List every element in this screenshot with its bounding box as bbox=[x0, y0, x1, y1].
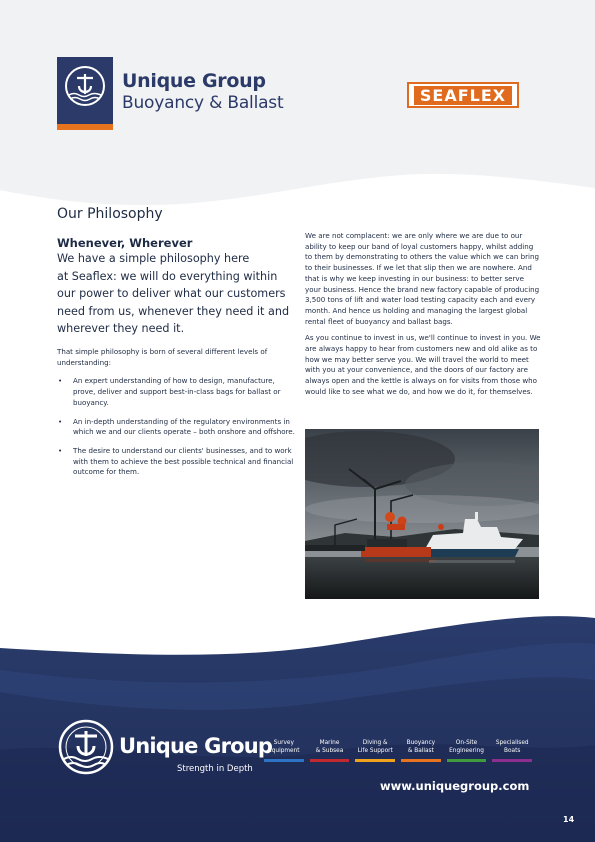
division-label: & Subsea bbox=[315, 747, 344, 754]
understanding-list bbox=[57, 376, 297, 478]
intro-line: We have a simple philosophy here bbox=[57, 252, 250, 265]
division-color-bar bbox=[264, 759, 304, 762]
division-on-site-engineering bbox=[447, 740, 487, 762]
division-legend bbox=[264, 740, 532, 762]
section-title: Our Philosophy bbox=[57, 206, 163, 222]
left-body-text bbox=[57, 347, 297, 486]
division-color-bar bbox=[447, 759, 487, 762]
division-label: Marine bbox=[319, 740, 340, 746]
subheading: Whenever, Wherever bbox=[57, 236, 193, 250]
intro-line: need from us, whenever they need it and bbox=[57, 304, 290, 318]
division-buoyancy-ballast bbox=[401, 740, 441, 762]
logo-accent-bar bbox=[57, 124, 113, 130]
right-body-text bbox=[305, 231, 541, 404]
division-diving-life-support bbox=[355, 740, 395, 762]
page-number: 14 bbox=[563, 815, 575, 824]
brand-subtitle: Buoyancy & Ballast bbox=[122, 93, 284, 113]
paragraph: We are not complacent: we are only where we are due to our ability to keep our band of loyal customers happy, whilst adding to them by demonstrating to others the value which we can bring to their businesses. If we let that slip then we are nowhere. And that is why we keep investing in our business: to better serve your business. Hence the brand new factory capable of producing 3,500 tons of lift and water load testing capacity each and every month. And hence us holding and managing the largest global rental fleet of buoyancy and ballast bags. bbox=[305, 231, 540, 326]
brand-title: Unique Group bbox=[122, 70, 266, 92]
division-label: Boats bbox=[504, 747, 521, 754]
list-item: • An expert understanding of how to design, manufacture, prove, deliver and support best-in-class bags for ballast or buoyancy. bbox=[57, 376, 297, 408]
division-survey-equipment bbox=[264, 740, 304, 762]
division-label: Survey bbox=[273, 740, 294, 746]
intro-line: our power to deliver what our customers bbox=[57, 287, 286, 300]
vessel-photo bbox=[305, 429, 539, 599]
division-label: Engineering bbox=[449, 747, 484, 754]
division-label: Equipment bbox=[268, 747, 300, 754]
division-label: Diving & bbox=[362, 740, 388, 746]
seaflex-logo-text: SEAFLEX bbox=[414, 86, 512, 105]
division-color-bar bbox=[355, 759, 395, 762]
division-label: Life Support bbox=[357, 747, 393, 754]
list-item: • The desire to understand our clients' businesses, and to work with them to achieve the best possible technical and financial outcome for them. bbox=[57, 446, 297, 478]
division-color-bar bbox=[401, 759, 441, 762]
website-link[interactable]: www.uniquegroup.com bbox=[380, 779, 530, 793]
intro-line: at Seaflex: we will do everything within bbox=[57, 269, 278, 283]
division-label: On-Site bbox=[455, 740, 478, 746]
division-marine-subsea bbox=[310, 740, 350, 762]
division-label: Specialised bbox=[495, 740, 529, 746]
division-color-bar bbox=[310, 759, 350, 762]
division-color-bar bbox=[492, 759, 532, 762]
seaflex-logo bbox=[407, 82, 519, 108]
footer-brand: Unique Group bbox=[119, 734, 273, 758]
list-item: • An in-depth understanding of the regulatory environments in which we and our clients operate – both onshore and offshore. bbox=[57, 417, 297, 438]
division-specialised-boats bbox=[492, 740, 532, 762]
intro-line: wherever they need it. bbox=[57, 322, 185, 335]
division-label: Buoyancy bbox=[406, 740, 436, 746]
lead-paragraph: That simple philosophy is born of several different levels of understanding: bbox=[57, 347, 268, 367]
division-label: & Ballast bbox=[407, 747, 434, 754]
paragraph: As you continue to invest in us, we'll continue to invest in you. We are always happy to hear from customers new and old alike as to how we may better serve you. We will travel the world to meet with you at your convenience, and the doors of our factory are always open and the kettle is always on for visits from those who would like to see what we do, and how we do it, for themselves. bbox=[305, 333, 541, 396]
footer-tagline: Strength in Depth bbox=[177, 764, 253, 774]
intro-statement bbox=[57, 250, 297, 338]
footer-logo-icon bbox=[57, 718, 115, 776]
unique-group-logo-icon bbox=[57, 57, 113, 130]
